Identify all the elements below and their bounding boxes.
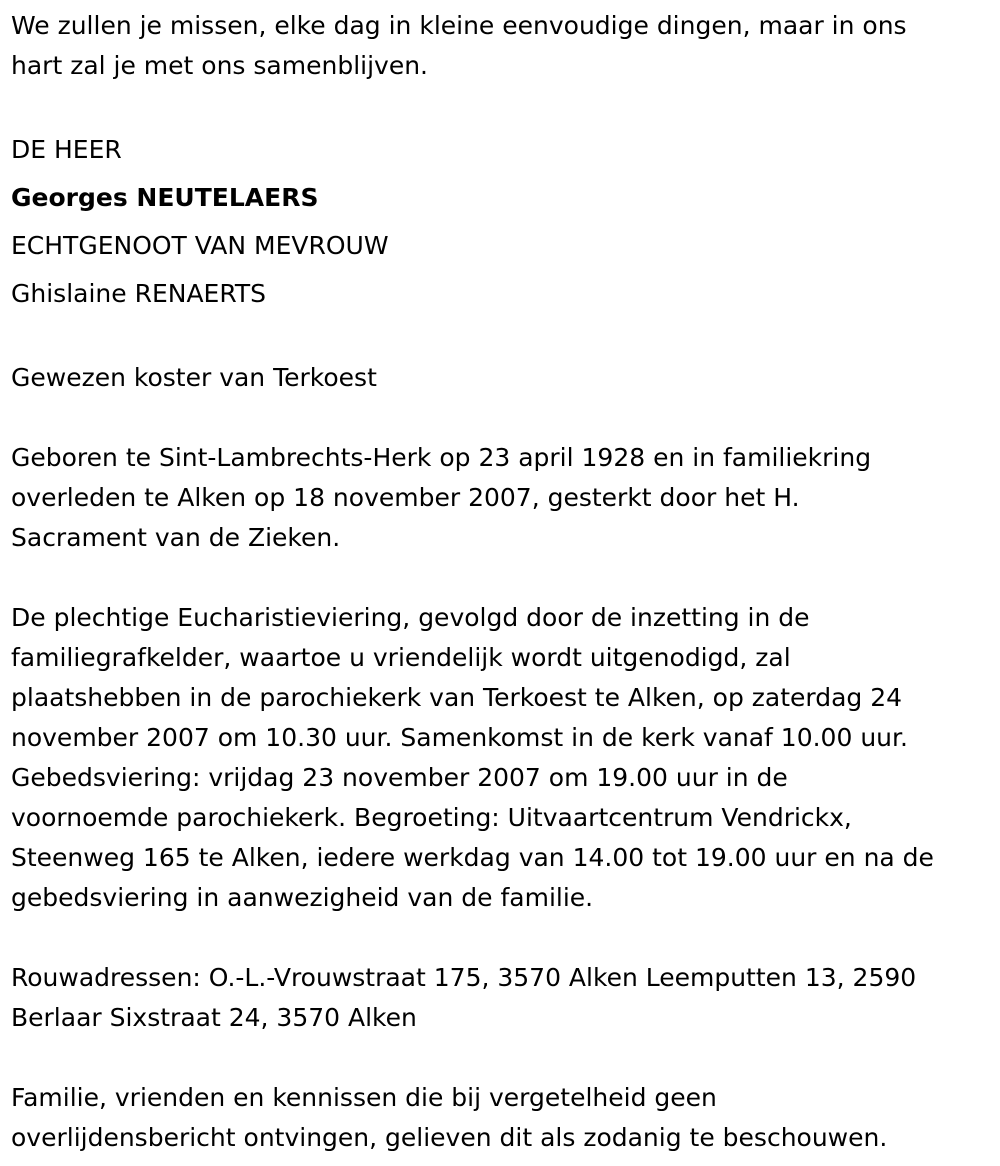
ceremony-line: voornoemde parochiekerk. Begroeting: Uitvaartcentrum Vendrickx, (11, 803, 852, 832)
addresses-paragraph (11, 958, 1000, 1038)
intro-line: hart zal je met ons samenblijven. (11, 51, 428, 80)
deceased-name: Georges NEUTELAERS (11, 183, 319, 212)
spacer (11, 1038, 1000, 1078)
ceremony-line: november 2007 om 10.30 uur. Samenkomst in de kerk vanaf 10.00 uur. (11, 723, 908, 752)
birth-death-paragraph (11, 438, 1000, 558)
closing-line: overlijdensbericht ontvingen, gelieven dit als zodanig te beschouwen. (11, 1123, 888, 1152)
spacer (11, 918, 1000, 958)
ceremony-line: gebedsviering in aanwezigheid van de familie. (11, 883, 594, 912)
spacer (11, 398, 1000, 438)
ceremony-line: Gebedsviering: vrijdag 23 november 2007 om 19.00 uur in de (11, 763, 788, 792)
ceremony-paragraph (11, 598, 1000, 918)
honorific-title: DE HEER (11, 135, 122, 164)
closing-paragraph (11, 1078, 1000, 1158)
spacer (11, 318, 1000, 358)
role-paragraph (11, 358, 1000, 398)
address-line: Rouwadressen: O.-L.-Vrouwstraat 175, 3570 Alken Leemputten 13, 2590 (11, 963, 917, 992)
closing-line: Familie, vrienden en kennissen die bij vergetelheid geen (11, 1083, 717, 1112)
spouse-name: Ghislaine RENAERTS (11, 279, 267, 308)
ceremony-line: plaatshebben in de parochiekerk van Terkoest te Alken, op zaterdag 24 (11, 683, 903, 712)
intro-paragraph (11, 6, 1000, 86)
birth-death-line: overleden te Alken op 18 november 2007, gesterkt door het H. (11, 483, 800, 512)
role-line: Gewezen koster van Terkoest (11, 363, 377, 392)
deceased-block (11, 126, 1000, 318)
address-line: Berlaar Sixstraat 24, 3570 Alken (11, 1003, 417, 1032)
spacer (11, 558, 1000, 598)
birth-death-line: Sacrament van de Zieken. (11, 523, 341, 552)
ceremony-line: Steenweg 165 te Alken, iedere werkdag van 14.00 tot 19.00 uur en na de (11, 843, 934, 872)
ceremony-line: familiegrafkelder, waartoe u vriendelijk wordt uitgenodigd, zal (11, 643, 791, 672)
intro-line: We zullen je missen, elke dag in kleine eenvoudige dingen, maar in ons (11, 11, 907, 40)
spacer (11, 86, 1000, 126)
birth-death-line: Geboren te Sint-Lambrechts-Herk op 23 april 1928 en in familiekring (11, 443, 872, 472)
spouse-label: ECHTGENOOT VAN MEVROUW (11, 231, 389, 260)
ceremony-line: De plechtige Eucharistieviering, gevolgd door de inzetting in de (11, 603, 810, 632)
